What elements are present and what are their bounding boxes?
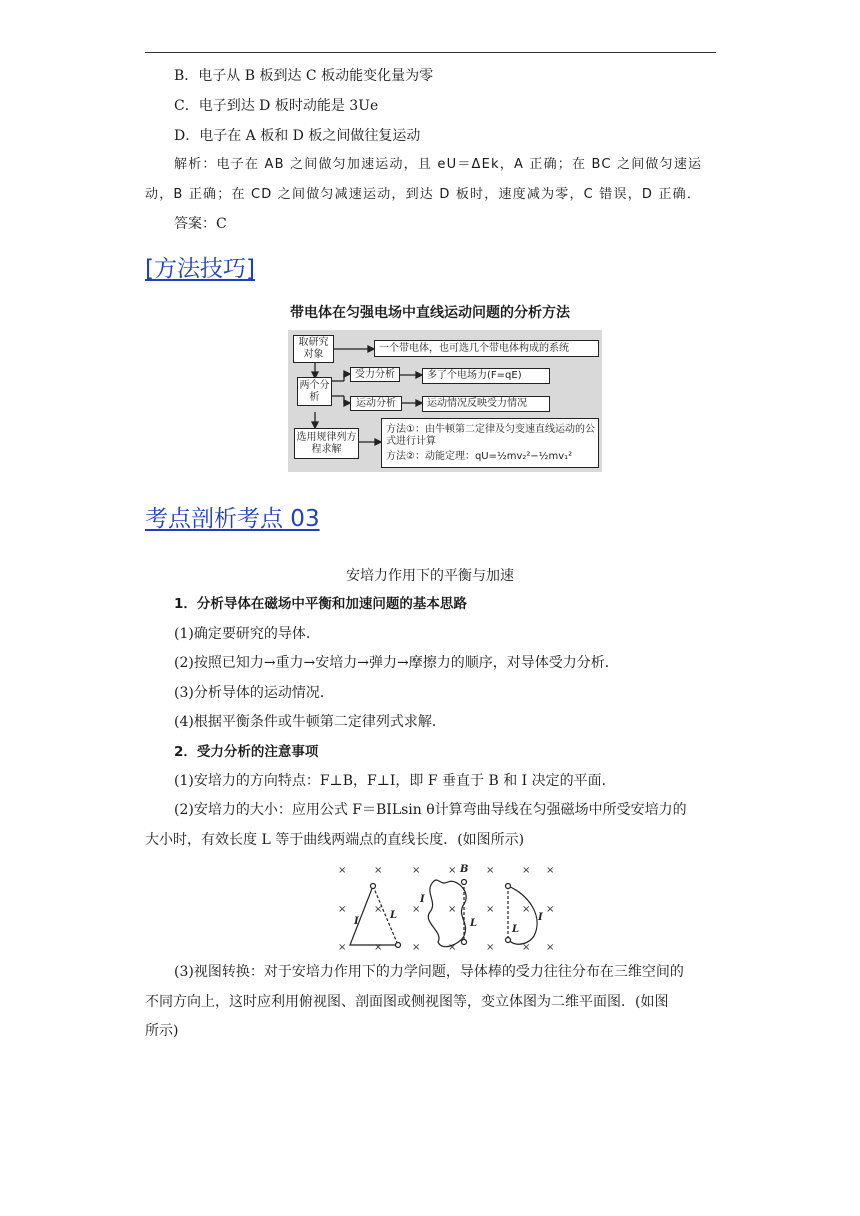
analysis-line-1: 解析：电子在 AB 之间做匀加速运动，且 eU＝ΔEk，A 正确；在 BC 之间做匀速运 (174, 157, 703, 172)
flow-motion-desc: 运动情况反映受力情况 (422, 396, 550, 412)
option-d: D．电子在 A 板和 D 板之间做往复运动 (174, 128, 421, 144)
length-label-1: L (390, 910, 398, 921)
svg-text:×: × (338, 904, 347, 915)
method-heading-link[interactable]: [方法技巧] (145, 256, 255, 282)
length-label-2: L (470, 918, 478, 929)
flowchart (288, 330, 602, 472)
current-label-1: I (354, 916, 359, 927)
header-rule (145, 52, 716, 53)
svg-text:×: × (412, 942, 421, 953)
point2-item-2-line-2: 大小时，有效长度 L 等于曲线两端点的直线长度．(如图所示) (145, 832, 525, 848)
point2-item-1: (1)安培力的方向特点：F⊥B，F⊥I，即 F 垂直于 B 和 I 决定的平面． (174, 773, 616, 789)
flow-method-2: 方法②：动能定理：qU=½mv₂²−½mv₁² (386, 450, 573, 462)
analysis-line-2: 动，B 正确；在 CD 之间做匀减速运动，到达 D 板时，速度减为零，C 错误，D 正确． (145, 187, 702, 202)
point1-item-1: (1)确定要研究的导体． (174, 626, 320, 642)
point2-item-3-line-2: 不同方向上，这时应利用俯视图、剖面图或侧视图等，变立体图为二维平面图．(如图 (145, 994, 669, 1010)
svg-text:×: × (522, 942, 531, 953)
option-b: B．电子从 B 板到达 C 板动能变化量为零 (174, 68, 434, 84)
point2-item-3-line-3: 所示) (145, 1023, 179, 1039)
section-heading-link[interactable]: 考点剖析考点 03 (145, 506, 320, 532)
point1-item-4: (4)根据平衡条件或牛顿第二定律列式求解． (174, 714, 446, 730)
magnetic-field-crosses (338, 865, 554, 953)
topic-title: 安培力作用下的平衡与加速 (346, 568, 514, 584)
svg-text:×: × (448, 904, 457, 915)
point2-item-2-line-1: (2)安培力的大小：应用公式 F＝BILsin θ计算弯曲导线在匀强磁场中所受安培力的 (174, 802, 687, 818)
svg-text:×: × (338, 942, 347, 953)
point2-title: 2．受力分析的注意事项 (174, 744, 319, 760)
flow-motion-analysis: 运动分析 (350, 396, 402, 411)
svg-text:×: × (486, 904, 495, 915)
field-label-b: B (460, 864, 469, 875)
flow-force-analysis: 受力分析 (350, 367, 400, 382)
answer: 答案：C (174, 216, 227, 232)
svg-text:×: × (486, 942, 495, 953)
current-label-3: I (538, 912, 543, 923)
flowchart-title: 带电体在匀强电场中直线运动问题的分析方法 (290, 305, 570, 321)
flow-object-desc: 一个带电体，也可选几个带电体构成的系统 (374, 340, 599, 357)
flow-step-two-analysis: 两个分析 (297, 377, 332, 406)
option-c: C．电子到达 D 板时动能是 3Ue (174, 98, 379, 114)
svg-text:×: × (374, 942, 383, 953)
ampere-force-figure (332, 860, 562, 956)
svg-text:×: × (546, 865, 555, 876)
flow-force-desc: 多了个电场力(F=qE) (422, 368, 550, 384)
point1-title: 1．分析导体在磁场中平衡和加速问题的基本思路 (174, 596, 467, 612)
svg-text:×: × (486, 865, 495, 876)
flow-step-object: 取研究对象 (293, 335, 334, 363)
flow-step-choose-law: 选用规律列方程求解 (294, 428, 359, 459)
point2-item-3-line-1: (3)视图转换：对于安培力作用下的力学问题，导体棒的受力往往分布在三维空间的 (174, 964, 684, 980)
svg-text:×: × (412, 865, 421, 876)
length-label-3: L (512, 924, 520, 935)
svg-text:×: × (448, 942, 457, 953)
flow-methods (381, 418, 599, 468)
svg-text:×: × (338, 865, 347, 876)
current-label-2: I (420, 894, 425, 905)
svg-text:×: × (374, 904, 383, 915)
svg-text:×: × (546, 942, 555, 953)
svg-text:×: × (412, 904, 421, 915)
point1-item-3: (3)分析导体的运动情况． (174, 685, 334, 701)
svg-text:×: × (522, 904, 531, 915)
point1-item-2: (2)按照已知力→重力→安培力→弹力→摩擦力的顺序，对导体受力分析． (174, 655, 619, 671)
svg-text:×: × (546, 904, 555, 915)
flow-method-1: 方法①：由牛顿第二定律及匀变速直线运动的公式进行计算 (386, 423, 595, 447)
svg-text:×: × (448, 865, 457, 876)
svg-text:×: × (374, 865, 383, 876)
svg-text:×: × (522, 865, 531, 876)
